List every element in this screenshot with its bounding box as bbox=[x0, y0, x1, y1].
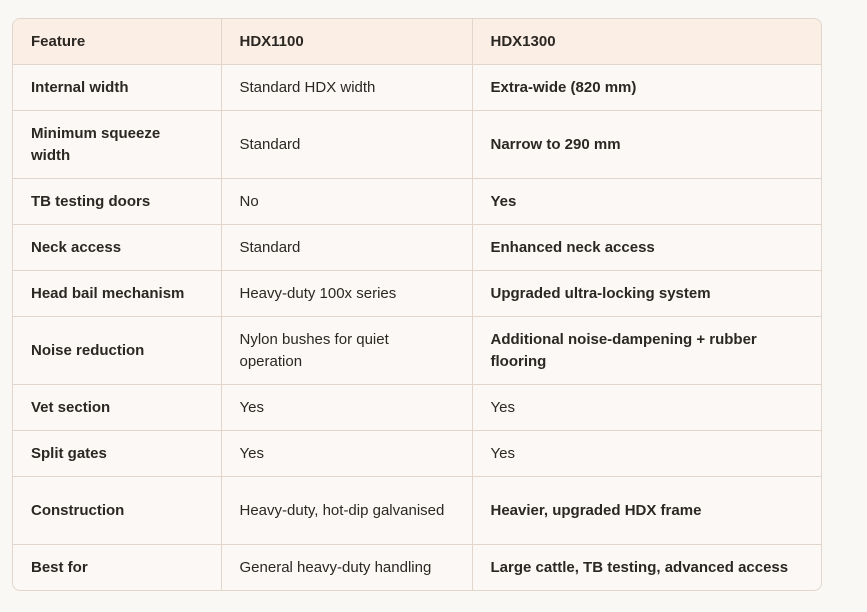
hdx1300-cell: Upgraded ultra-locking system bbox=[472, 271, 821, 317]
hdx1100-cell: Yes bbox=[221, 385, 472, 431]
hdx1300-cell: Extra-wide (820 mm) bbox=[472, 65, 821, 111]
feature-cell: Head bail mechanism bbox=[13, 271, 221, 317]
feature-cell: Best for bbox=[13, 545, 221, 591]
comparison-table-container bbox=[12, 18, 822, 591]
comparison-table bbox=[13, 19, 821, 590]
table-row bbox=[13, 431, 821, 477]
hdx1300-cell: Yes bbox=[472, 179, 821, 225]
hdx1100-cell: No bbox=[221, 179, 472, 225]
header-hdx1100: HDX1100 bbox=[221, 19, 472, 65]
feature-cell: Noise reduction bbox=[13, 317, 221, 385]
feature-cell: Internal width bbox=[13, 65, 221, 111]
table-row bbox=[13, 271, 821, 317]
hdx1100-cell: Standard HDX width bbox=[221, 65, 472, 111]
table-row bbox=[13, 225, 821, 271]
hdx1300-cell: Additional noise-dampening + rubber flooring bbox=[472, 317, 821, 385]
feature-cell: Vet section bbox=[13, 385, 221, 431]
table-row bbox=[13, 65, 821, 111]
feature-cell: Construction bbox=[13, 477, 221, 545]
feature-cell: TB testing doors bbox=[13, 179, 221, 225]
hdx1300-cell: Narrow to 290 mm bbox=[472, 111, 821, 179]
hdx1100-cell: Standard bbox=[221, 111, 472, 179]
header-feature: Feature bbox=[13, 19, 221, 65]
table-row bbox=[13, 317, 821, 385]
header-hdx1300: HDX1300 bbox=[472, 19, 821, 65]
hdx1100-cell: Heavy-duty 100x series bbox=[221, 271, 472, 317]
hdx1300-cell: Heavier, upgraded HDX frame bbox=[472, 477, 821, 545]
table-row bbox=[13, 545, 821, 591]
hdx1300-cell: Large cattle, TB testing, advanced access bbox=[490, 558, 789, 576]
hdx1300-cell: Yes bbox=[472, 431, 821, 477]
table-row bbox=[13, 111, 821, 179]
hdx1100-cell: General heavy-duty handling bbox=[221, 545, 472, 591]
hdx1100-cell: Standard bbox=[221, 225, 472, 271]
hdx1100-cell: Yes bbox=[221, 431, 472, 477]
hdx1100-cell: Heavy-duty, hot-dip galvanised bbox=[221, 477, 472, 545]
hdx1300-cell: Yes bbox=[472, 385, 821, 431]
table-row bbox=[13, 385, 821, 431]
table-row bbox=[13, 179, 821, 225]
feature-cell: Neck access bbox=[13, 225, 221, 271]
hdx1100-cell: Nylon bushes for quiet operation bbox=[221, 317, 472, 385]
feature-cell: Split gates bbox=[13, 431, 221, 477]
table-header-row bbox=[13, 19, 821, 65]
hdx1300-cell: Enhanced neck access bbox=[472, 225, 821, 271]
table-row bbox=[13, 477, 821, 545]
feature-cell: Minimum squeeze width bbox=[13, 111, 221, 179]
